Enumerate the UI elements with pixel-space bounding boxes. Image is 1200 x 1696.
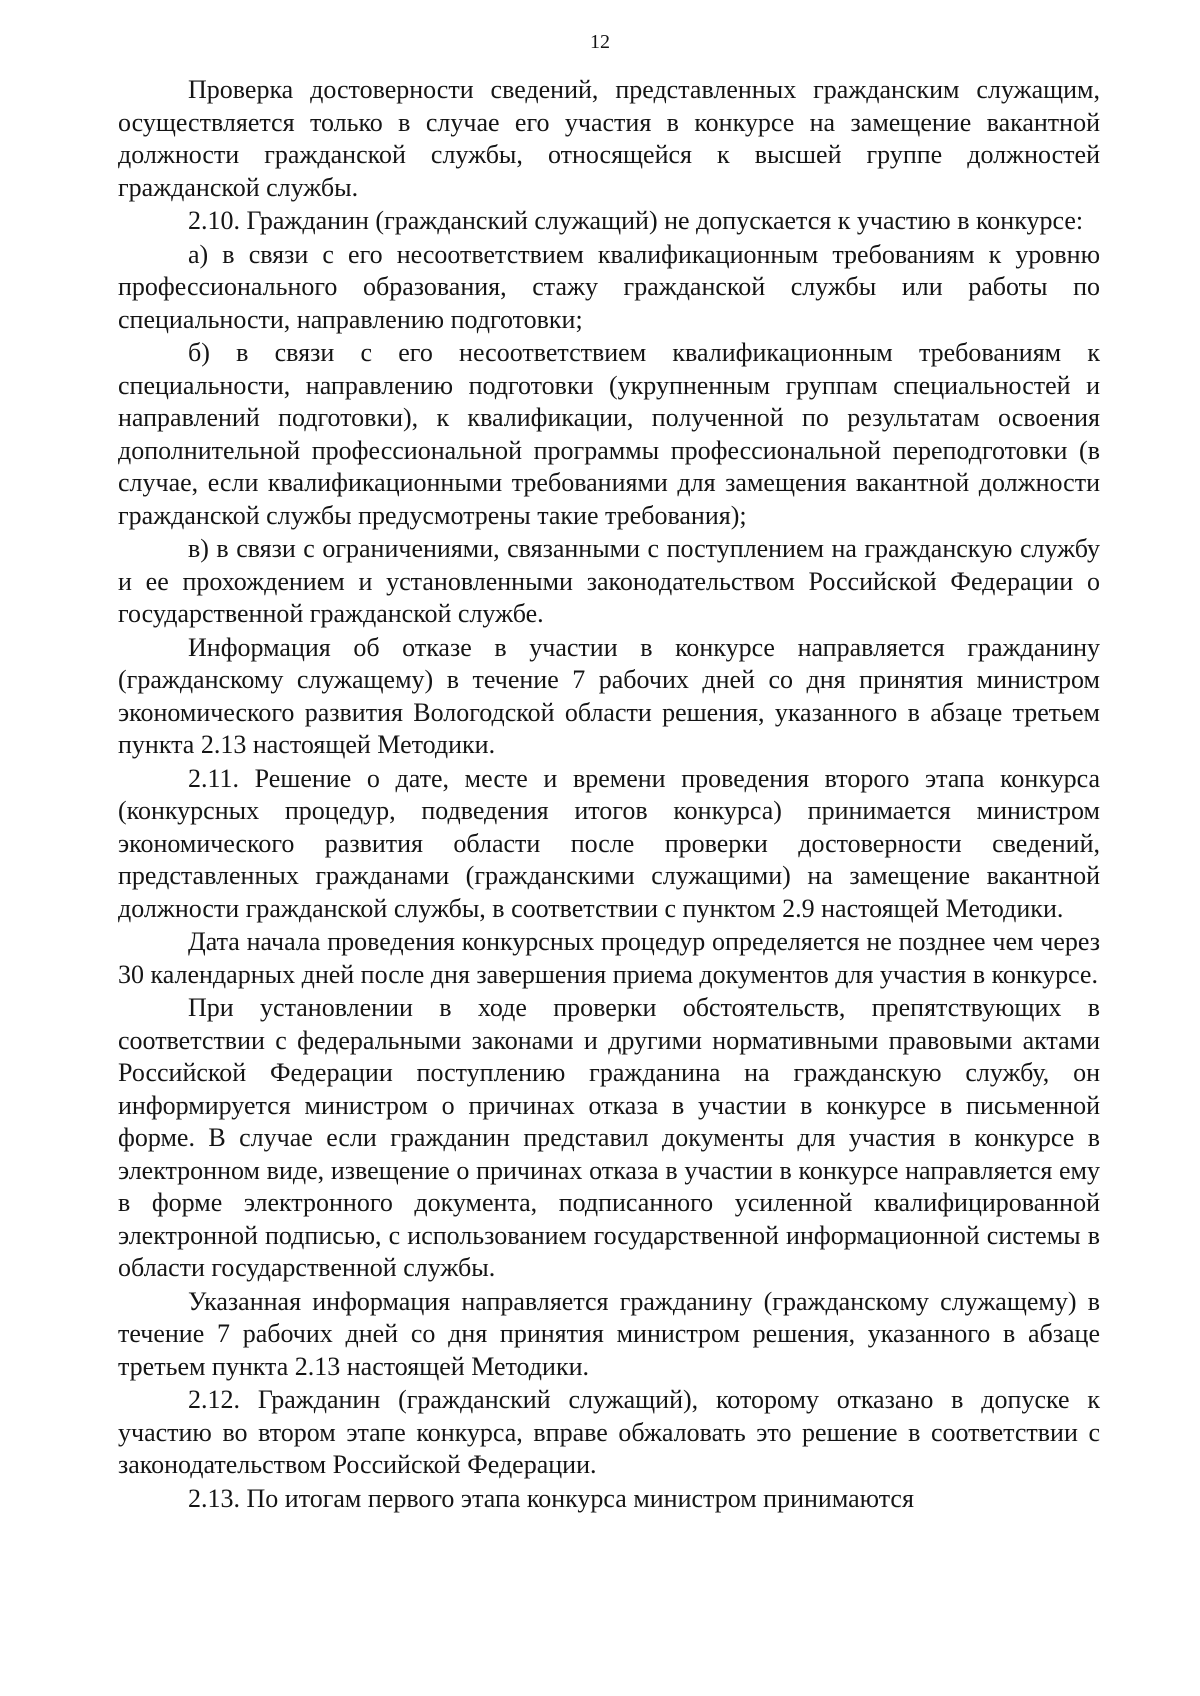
page-number: 12: [590, 31, 610, 53]
paragraph-refusal-notice: Информация об отказе в участии в конкурсе направляется гражданину (гражданскому служащему) в течение 7 рабочих дней со дня принятия министром экономического развития Вологодской области решения, указанного в абзаце третьем пункта 2.13 настоящей Методики.: [118, 632, 1100, 759]
paragraph-obstacles: При установлении в ходе проверки обстоятельств, препятствующих в соответствии с федеральными законами и другими нормативными правовыми актами Российской Федерации поступлению гражданина на гражданскую службу, он информируется министром о причинах отказа в участии в конкурсе в письменной форме. В случае если гражданин представил документы для участия в конкурсе в электронном виде, извещение о причинах отказа в участии в конкурсе направляется ему в форме электронного документа, подписанного усиленной квалифицированной электронной подписью, с использованием государственной информационной системы в области государственной службы.: [118, 993, 1100, 1282]
paragraph-2-10-v: в) в связи с ограничениями, связанными с поступлением на гражданскую службу и ее прохождением и установленными законодательством Российской Федерации о государственной гражданской службе.: [118, 534, 1100, 628]
paragraph-2-10-a: а) в связи с его несоответствием квалификационным требованиям к уровню профессионального образования, стажу гражданской службы или работы по специальности, направлению подготовки;: [118, 239, 1100, 334]
paragraph-verification-scope: Проверка достоверности сведений, представленных гражданским служащим, осуществляется только в случае его участия в конкурсе на замещение вакантной должности гражданской службы, относящейся к высшей группе должностей гражданской службы.: [118, 75, 1100, 202]
paragraph-2-13: 2.13. По итогам первого этапа конкурса министром принимаются: [188, 1483, 914, 1513]
paragraph-2-12: 2.12. Гражданин (гражданский служащий), которому отказано в допуске к участию во втором этапе конкурса, вправе обжаловать это решение в соответствии с законодательством Российской Федерации.: [118, 1385, 1100, 1479]
paragraph-2-11: 2.11. Решение о дате, месте и времени проведения второго этапа конкурса (конкурсных процедур, подведения итогов конкурса) принимается министром экономического развития области после проверки достоверности сведений, представленных гражданами (гражданскими служащими) на замещение вакантной должности гражданской службы, в соответствии с пунктом 2.9 настоящей Методики.: [118, 763, 1100, 923]
document-body: [118, 74, 1100, 1516]
paragraph-information-sent: Указанная информация направляется гражданину (гражданскому служащему) в течение 7 рабочих дней со дня принятия министром решения, указанного в абзаце третьем пункта 2.13 настоящей Методики.: [118, 1286, 1100, 1381]
paragraph-2-10-b: б) в связи с его несоответствием квалификационным требованиям к специальности, направлению подготовки (укрупненным группам специальностей и направлений подготовки), к квалификации, полученной по результатам освоения дополнительной профессиональной программы профессиональной переподготовки (в случае, если квалификационными требованиями для замещения вакантной должности гражданской службы предусмотрены такие требования);: [118, 338, 1100, 530]
paragraph-2-10-heading: 2.10. Гражданин (гражданский служащий) не допускается к участию в конкурсе:: [188, 206, 1084, 235]
paragraph-start-date: Дата начала проведения конкурсных процедур определяется не позднее чем через 30 календарных дней после дня завершения приема документов для участия в конкурсе.: [118, 927, 1100, 989]
